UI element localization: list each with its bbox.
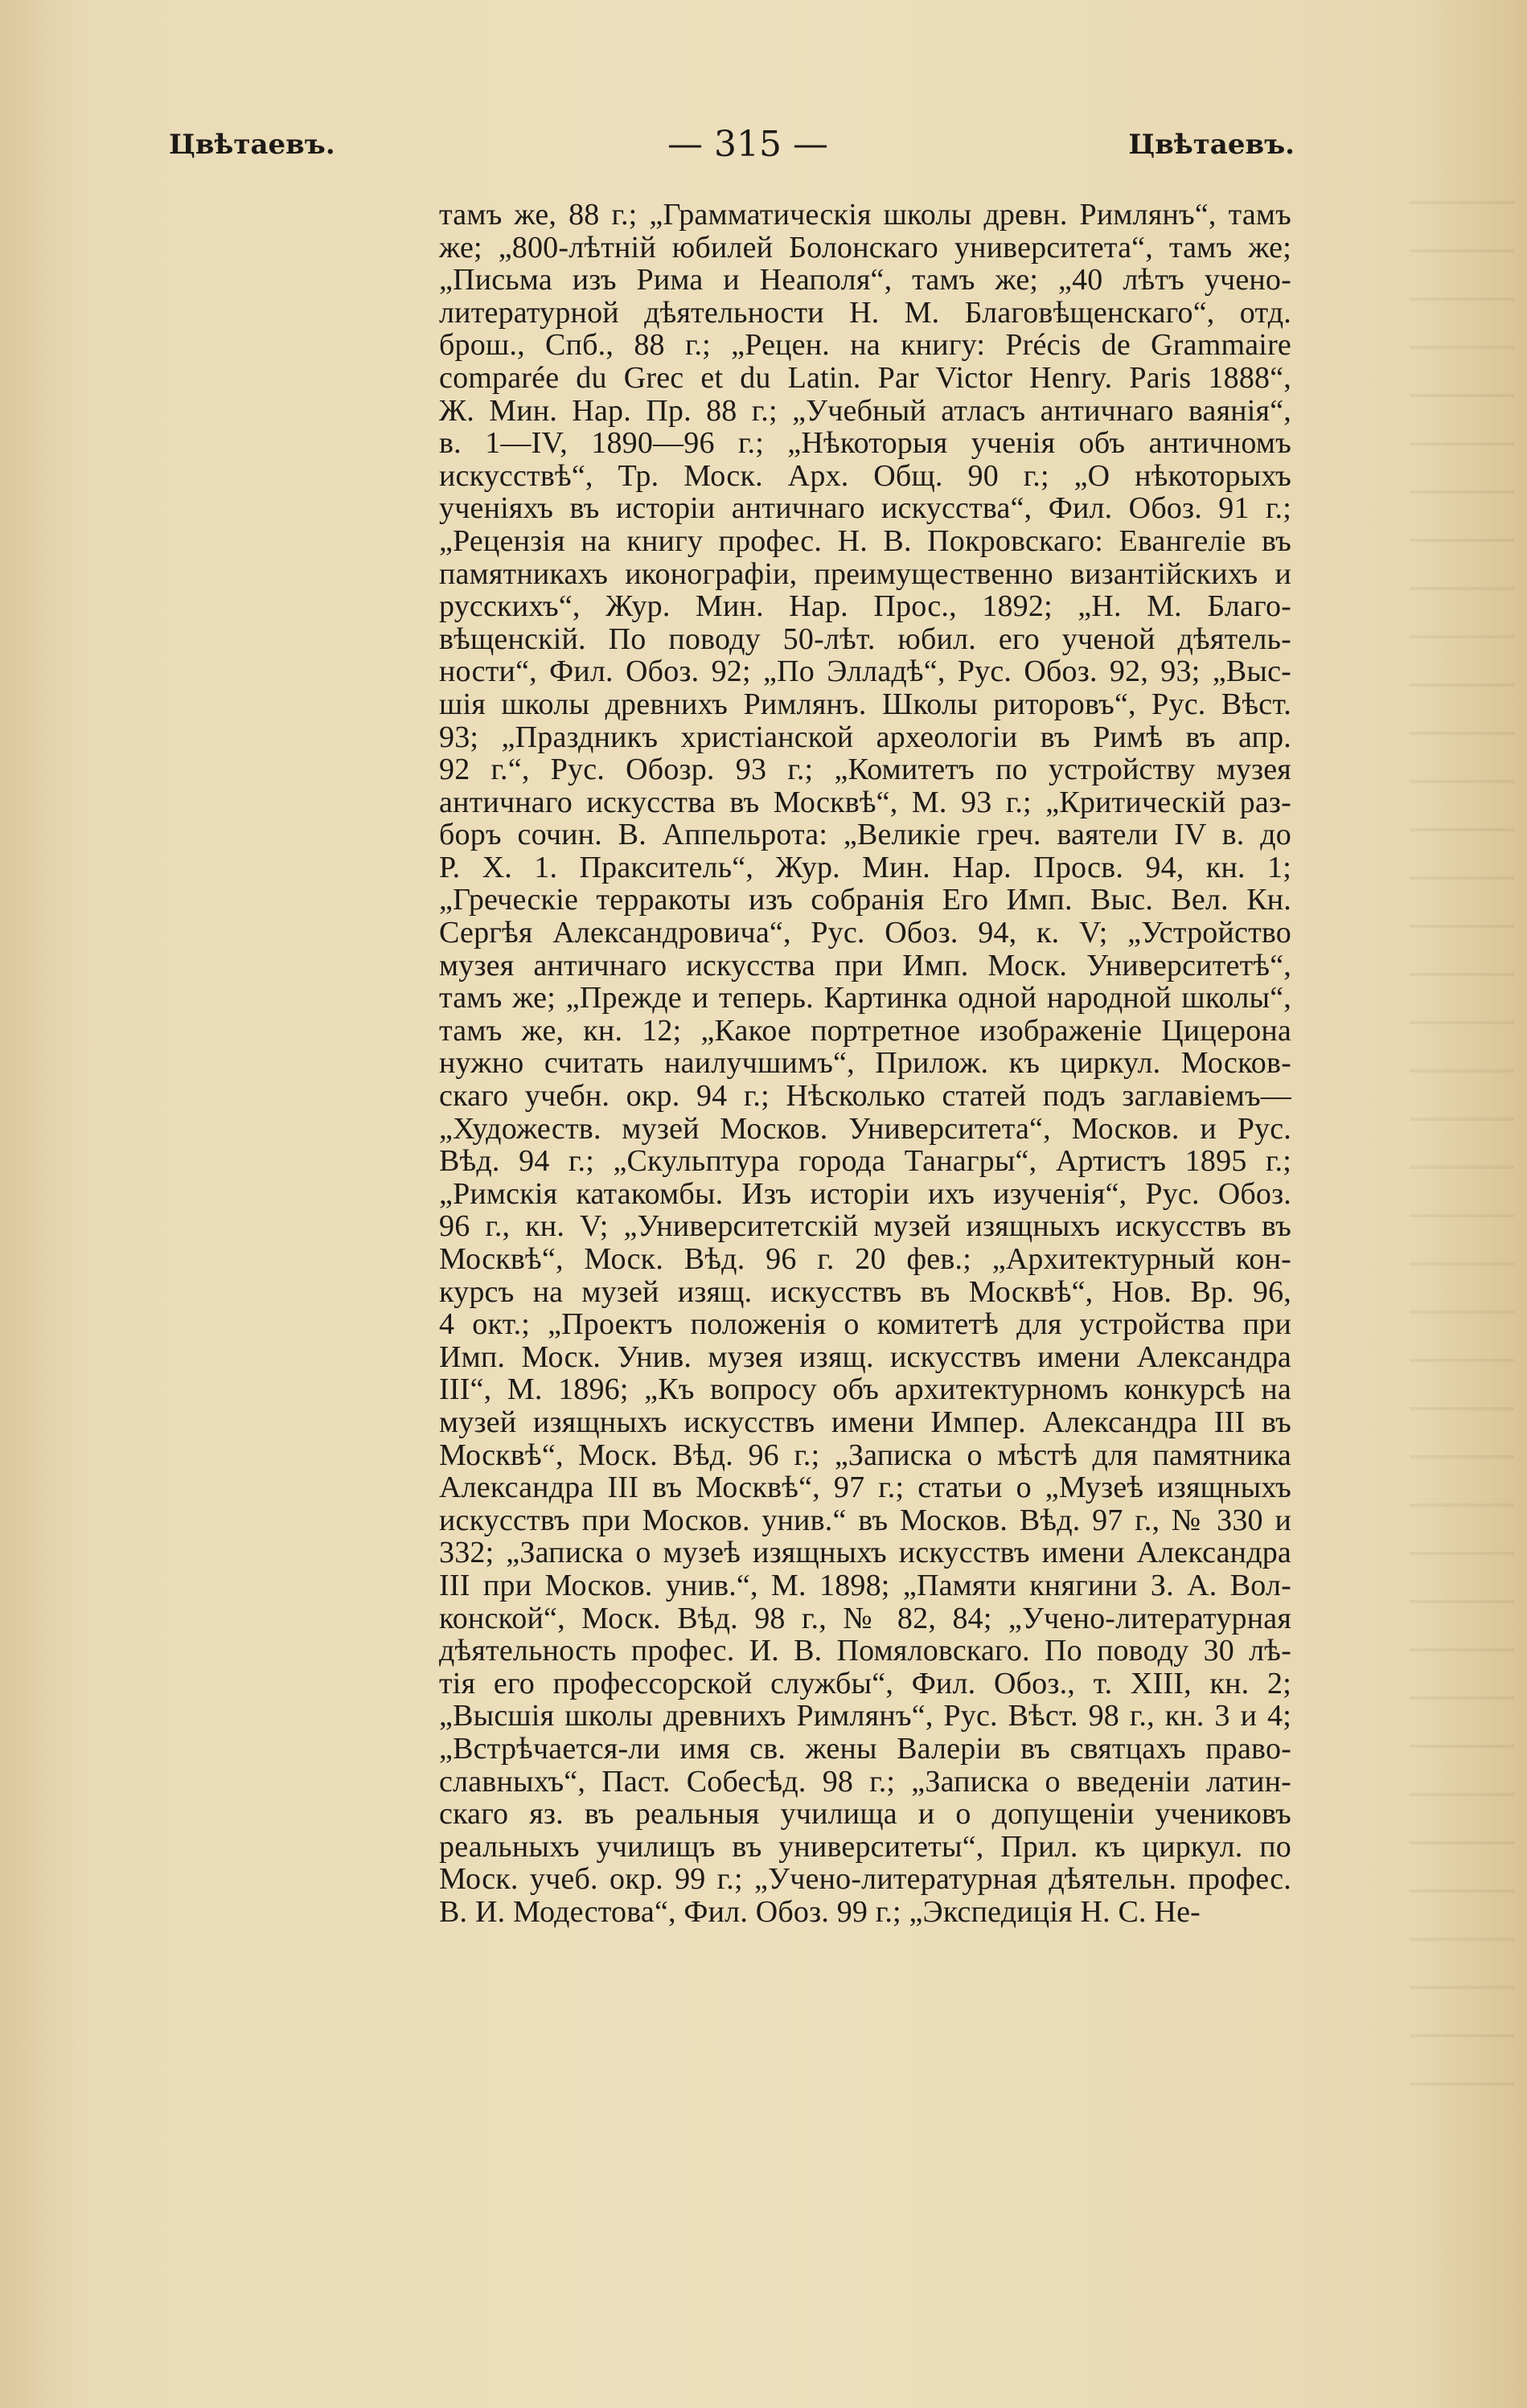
text-line: 96 г., кн. V; „Университетскій музей изящныхъ искусствъ въ: [439, 1209, 1291, 1244]
text-line: Вѣд. 94 г.; „Скульптура города Танагры“, Артистъ 1895 г.;: [439, 1144, 1291, 1179]
text-line: вѣщенскій. По поводу 50-лѣт. юбил. его ученой дѣятель-: [439, 621, 1291, 656]
text-line: реальныхъ училищъ въ университеты“, Прил. къ циркул. по: [439, 1829, 1291, 1864]
text-line: Сергѣя Александровича“, Рус. Обоз. 94, к. V; „Устройство: [439, 916, 1291, 950]
text-line: тамъ же, 88 г.; „Грамматическія школы древн. Римлянъ“, тамъ: [439, 198, 1291, 232]
text-line: ности“, Фил. Обоз. 92; „По Элладѣ“, Рус. Обоз. 92, 93; „Выс-: [439, 654, 1291, 689]
header-right-name: Цвѣтаевъ.: [1128, 129, 1295, 161]
text-line: III“, М. 1896; „Къ вопросу объ архитектурномъ конкурсѣ на: [439, 1372, 1291, 1407]
text-line: comparée du Grec et du Latin. Par Victor Henry. Paris 1888“,: [439, 360, 1291, 395]
text-line: „Художеств. музей Москов. Университета“, Москов. и Рус.: [439, 1111, 1291, 1146]
text-line: „Римскія катакомбы. Изъ исторіи ихъ изученія“, Рус. Обоз.: [439, 1176, 1291, 1211]
text-line: „Рецензія на книгу профес. Н. В. Покровскаго: Евангеліе въ: [439, 523, 1291, 558]
text-line: конской“, Моск. Вѣд. 98 г., № 82, 84; „Учено-литературная: [439, 1601, 1291, 1635]
text-line: музея античнаго искусства при Имп. Моск. Университетѣ“,: [439, 948, 1291, 982]
text-line: русскихъ“, Жур. Мин. Нар. Прос., 1892; „Н. М. Благо-: [439, 589, 1291, 624]
text-line: искусствъ при Москов. унив.“ въ Москов. Вѣд. 97 г., № 330 и: [439, 1503, 1291, 1537]
text-line: ученіяхъ въ исторіи античнаго искусства“, Фил. Обоз. 91 г.;: [439, 491, 1291, 526]
text-line: музей изящныхъ искусствъ имени Импер. Александра III въ: [439, 1405, 1291, 1439]
text-line: же; „800-лѣтній юбилей Болонскаго университета“, тамъ же;: [439, 230, 1291, 265]
body-text: [439, 199, 1291, 1928]
text-line: литературной дѣятельности Н. М. Благовѣщенскаго“, отд.: [439, 295, 1291, 330]
text-line: 4 окт.; „Проектъ положенія о комитетѣ для устройства при: [439, 1307, 1291, 1342]
text-line: Москвѣ“, Моск. Вѣд. 96 г.; „Записка о мѣстѣ для памятника: [439, 1438, 1291, 1472]
text-line: искусствѣ“, Тр. Моск. Арх. Общ. 90 г.; „О нѣкоторыхъ: [439, 458, 1291, 493]
text-line: Имп. Моск. Унив. музея изящ. искусствъ имени Александра: [439, 1339, 1291, 1374]
text-line: „Письма изъ Рима и Неаполя“, тамъ же; „40 лѣтъ учено-: [439, 263, 1291, 297]
text-line: нужно считать наилучшимъ“, Прилож. къ циркул. Москов-: [439, 1046, 1291, 1081]
text-line: в. 1—IV, 1890—96 г.; „Нѣкоторыя ученія объ античномъ: [439, 426, 1291, 461]
text-line: 332; „Записка о музеѣ изящныхъ искусствъ имени Александра: [439, 1536, 1291, 1570]
text-line: тія его профессорской службы“, Фил. Обоз., т. XIII, кн. 2;: [439, 1666, 1291, 1700]
text-line: памятникахъ иконографіи, преимущественно византійскихъ и: [439, 556, 1291, 591]
text-line: „Греческіе терракоты изъ собранія Его Имп. Выс. Вел. Кн.: [439, 883, 1291, 917]
text-line: Ж. Мин. Нар. Пр. 88 г.; „Учебный атласъ античнаго ваянія“,: [439, 393, 1291, 428]
text-line: Москвѣ“, Моск. Вѣд. 96 г. 20 фев.; „Архитектурный кон-: [439, 1242, 1291, 1276]
text-line: тамъ же; „Прежде и теперь. Картинка одной народной школы“,: [439, 981, 1291, 1015]
text-line: Моск. учеб. окр. 99 г.; „Учено-литературная дѣятельн. профес.: [439, 1862, 1291, 1897]
text-line: дѣятельность профес. И. В. Помяловскаго. По поводу 30 лѣ-: [439, 1634, 1291, 1668]
text-line: III при Москов. унив.“, М. 1898; „Памяти княгини З. А. Вол-: [439, 1568, 1291, 1602]
bleed-through-shadow: [1410, 201, 1514, 2131]
text-line: Александра III въ Москвѣ“, 97 г.; статьи о „Музеѣ изящныхъ: [439, 1471, 1291, 1505]
text-line: скаго учебн. окр. 94 г.; Нѣсколько статей подъ заглавіемъ—: [439, 1079, 1291, 1114]
text-line: брош., Спб., 88 г.; „Рецен. на книгу: Précis de Grammaire: [439, 328, 1291, 363]
text-line: 92 г.“, Рус. Обозр. 93 г.; „Комитетъ по устройству музея: [439, 753, 1291, 787]
text-line: „Высшія школы древнихъ Римлянъ“, Рус. Вѣст. 98 г., кн. 3 и 4;: [439, 1699, 1291, 1733]
page-number: — 315 —: [667, 124, 828, 165]
header-left-name: Цвѣтаевъ.: [169, 129, 335, 161]
text-line: 93; „Праздникъ христіанской археологіи въ Римѣ въ апр.: [439, 720, 1291, 754]
text-line: шія школы древнихъ Римлянъ. Школы риторовъ“, Рус. Вѣст.: [439, 687, 1291, 721]
text-line: славныхъ“, Паст. Собесѣд. 98 г.; „Записка о введеніи латин-: [439, 1764, 1291, 1799]
text-line: античнаго искусства въ Москвѣ“, М. 93 г.; „Критическій раз-: [439, 785, 1291, 819]
text-line: „Встрѣчается-ли имя св. жены Валеріи въ святцахъ право-: [439, 1731, 1291, 1766]
text-line: скаго яз. въ реальныя училища и о допущеніи учениковъ: [439, 1797, 1291, 1832]
text-line: В. И. Модестова“, Фил. Обоз. 99 г.; „Экспедиція Н. С. Не-: [439, 1894, 1201, 1929]
text-line: Р. Х. 1. Пракситель“, Жур. Мин. Нар. Просв. 94, кн. 1;: [439, 850, 1291, 884]
text-line: тамъ же, кн. 12; „Какое портретное изображеніе Цицерона: [439, 1013, 1291, 1048]
running-head: [169, 124, 1295, 177]
text-line: боръ сочин. В. Аппельрота: „Великіе греч. ваятели IV в. до: [439, 818, 1291, 852]
text-line: курсъ на музей изящ. искусствъ въ Москвѣ“, Нов. Вр. 96,: [439, 1274, 1291, 1309]
